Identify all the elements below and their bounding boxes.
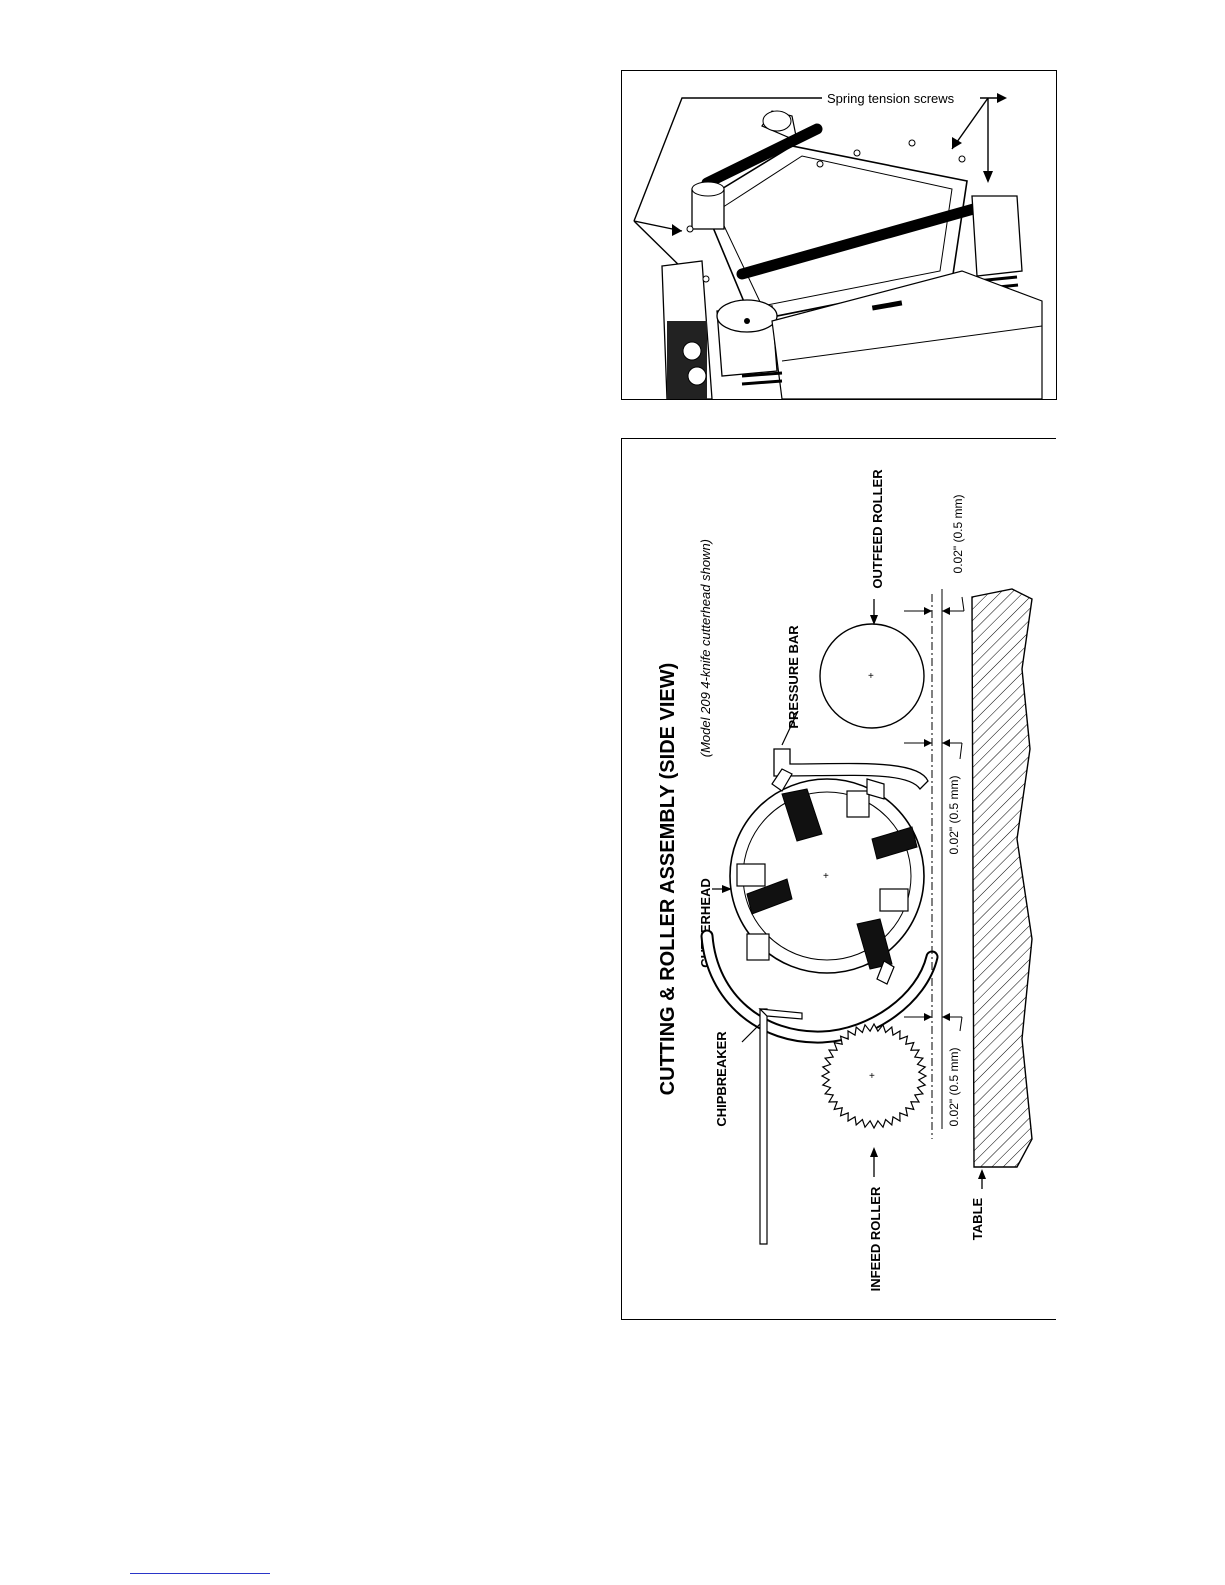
diagram-title: CUTTING & ROLLER ASSEMBLY (SIDE VIEW) bbox=[657, 662, 679, 1096]
outfeed-clearance-label: 0.02" (0.5 mm) bbox=[951, 494, 965, 574]
planer-machine bbox=[662, 111, 1042, 399]
infeed-roller-label: INFEED ROLLER bbox=[868, 1186, 883, 1292]
infeed-clearance-label: 0.02" (0.5 mm) bbox=[947, 1047, 961, 1127]
machine-table bbox=[972, 589, 1032, 1189]
svg-text:+: + bbox=[869, 1071, 875, 1082]
planer-illustration bbox=[622, 71, 1056, 399]
footer-link-underline[interactable] bbox=[130, 1573, 270, 1574]
diagram-subtitle: (Model 209 4-knife cutterhead shown) bbox=[698, 539, 713, 758]
infeed-roller bbox=[822, 1024, 926, 1177]
outfeed-roller bbox=[820, 599, 924, 728]
svg-text:+: + bbox=[823, 871, 829, 882]
cutterhead bbox=[712, 769, 924, 984]
svg-text:+: + bbox=[868, 671, 874, 682]
outfeed-roller-label: OUTFEED ROLLER bbox=[870, 469, 885, 589]
planer-photo-figure bbox=[621, 70, 1057, 400]
chipbreaker-label: CHIPBREAKER bbox=[714, 1031, 729, 1127]
assembly-diagram bbox=[622, 439, 1056, 1319]
pressure-bar-clearance-label: 0.02" (0.5 mm) bbox=[947, 775, 961, 855]
table-label: TABLE bbox=[970, 1197, 985, 1241]
pressure-bar-label: PRESSURE BAR bbox=[786, 625, 801, 729]
spring-tension-screws-label: Spring tension screws bbox=[827, 91, 955, 106]
cutting-roller-assembly-figure bbox=[621, 438, 1056, 1320]
cutterhead-label: CUTTERHEAD bbox=[698, 878, 713, 968]
